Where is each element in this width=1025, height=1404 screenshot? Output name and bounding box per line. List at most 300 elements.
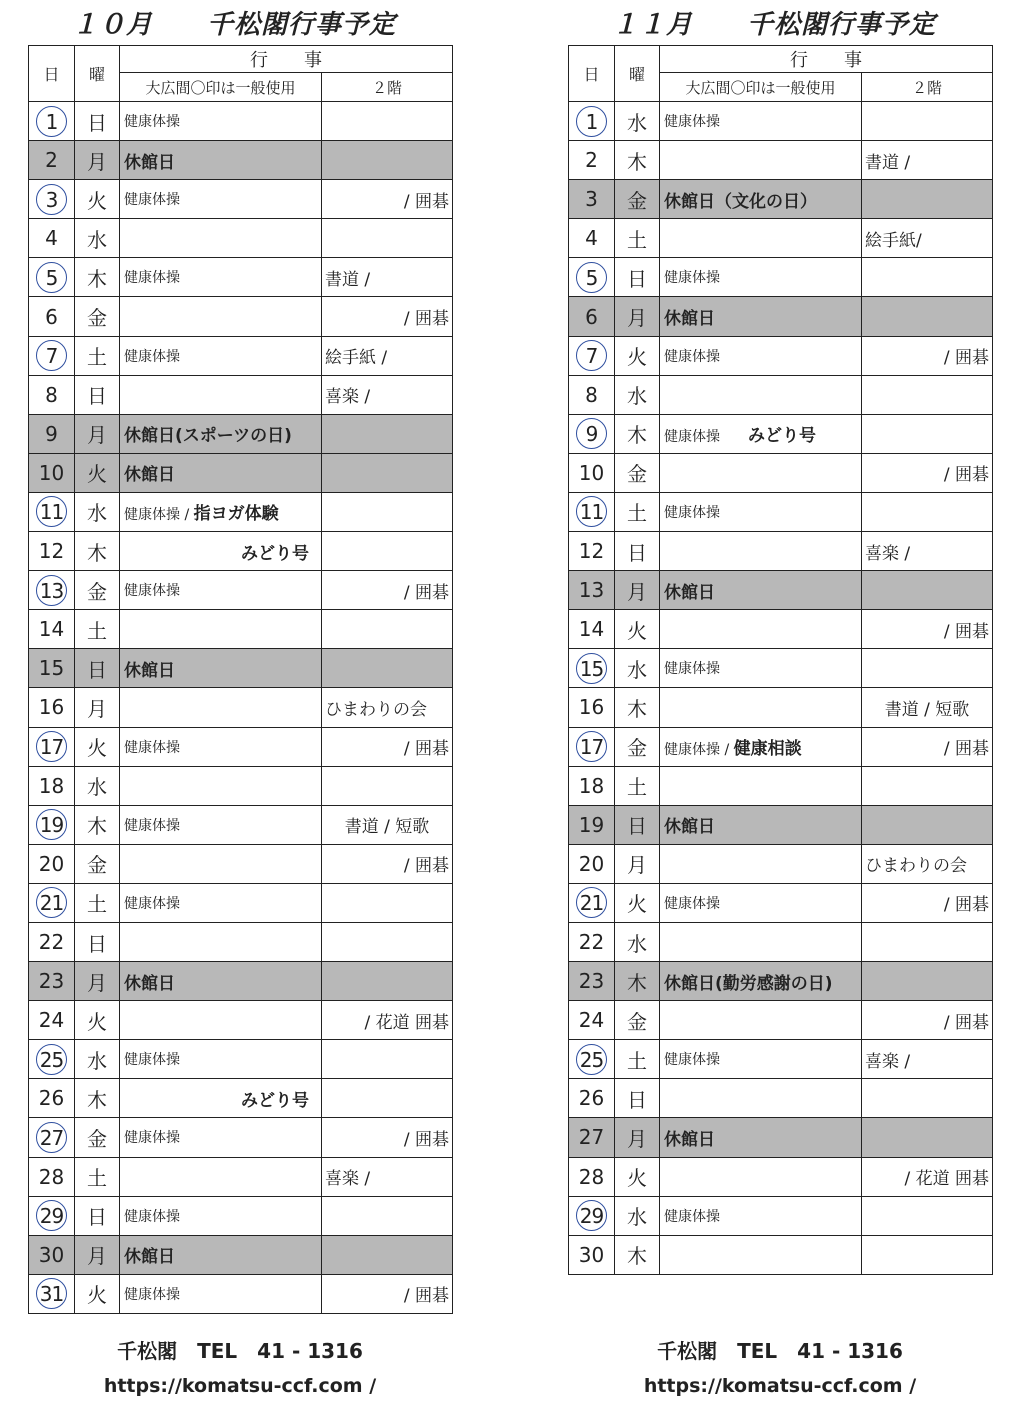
weekday-cell: 水	[615, 375, 660, 414]
weekday-cell: 土	[75, 883, 120, 922]
second-floor-cell: 絵手紙 /	[322, 336, 453, 375]
main-hall-cell	[120, 453, 322, 492]
day-number: 22	[578, 930, 605, 955]
day-number: 30	[578, 1242, 605, 1267]
weekday-cell: 日	[75, 102, 120, 141]
main-hall-cell	[660, 610, 862, 649]
day-number-circled: 11	[576, 496, 607, 527]
main-hall-cell	[660, 844, 862, 883]
schedule-row	[569, 1196, 993, 1235]
main-hall-highlight: みどり号	[748, 426, 816, 447]
main-hall-cell	[660, 1157, 862, 1196]
day-number: 22	[38, 930, 65, 955]
day-number-circled: 5	[36, 262, 67, 293]
main-hall-highlight: 休館日	[124, 660, 175, 681]
second-floor-cell: / 囲碁	[862, 453, 993, 492]
weekday-cell: 水	[75, 1040, 120, 1079]
second-floor-cell	[322, 492, 453, 531]
second-floor-cell	[322, 610, 453, 649]
weekday-cell: 火	[615, 336, 660, 375]
day-number-circled: 31	[36, 1278, 67, 1309]
main-hall-event: 健康体操	[124, 739, 180, 756]
schedule-row	[569, 336, 993, 375]
day-cell	[29, 610, 75, 649]
main-hall-cell	[660, 532, 862, 571]
day-cell	[29, 571, 75, 610]
day-cell	[569, 1001, 615, 1040]
main-hall-cell	[120, 258, 322, 297]
day-number: 28	[578, 1164, 605, 1189]
weekday-cell: 月	[615, 571, 660, 610]
main-hall-cell	[120, 375, 322, 414]
day-cell	[29, 1157, 75, 1196]
schedule-row	[29, 962, 453, 1001]
day-number: 10	[578, 460, 605, 485]
schedule-row	[569, 414, 993, 453]
main-hall-cell	[660, 649, 862, 688]
schedule-row	[29, 414, 453, 453]
day-cell	[29, 375, 75, 414]
day-cell	[569, 688, 615, 727]
schedule-row	[569, 610, 993, 649]
day-cell	[29, 922, 75, 961]
header-second-floor: ２階	[322, 73, 453, 102]
day-number: 4	[585, 226, 598, 251]
weekday-cell: 月	[75, 1235, 120, 1274]
main-hall-cell	[660, 1079, 862, 1118]
day-number-circled: 1	[36, 106, 67, 137]
weekday-cell: 火	[75, 180, 120, 219]
main-hall-cell	[660, 336, 862, 375]
weekday-cell: 木	[75, 1079, 120, 1118]
day-cell	[569, 414, 615, 453]
schedule-row	[29, 805, 453, 844]
schedule-row	[569, 883, 993, 922]
main-hall-cell	[660, 571, 862, 610]
second-floor-cell	[862, 1118, 993, 1157]
day-cell	[569, 336, 615, 375]
day-cell	[569, 219, 615, 258]
second-floor-cell	[322, 649, 453, 688]
schedule-row	[29, 336, 453, 375]
schedule-row	[29, 727, 453, 766]
day-cell	[569, 1235, 615, 1274]
day-number: 28	[38, 1164, 65, 1189]
day-cell	[569, 922, 615, 961]
main-hall-event: 健康体操	[664, 1052, 720, 1069]
weekday-cell: 土	[75, 336, 120, 375]
weekday-cell: 火	[615, 610, 660, 649]
day-number-circled: 21	[576, 887, 607, 918]
main-hall-cell	[120, 766, 322, 805]
second-floor-cell	[862, 102, 993, 141]
main-hall-cell	[120, 414, 322, 453]
main-hall-event: 健康体操	[124, 1208, 180, 1225]
schedule-row	[569, 453, 993, 492]
main-hall-cell	[120, 532, 322, 571]
second-floor-cell	[322, 883, 453, 922]
second-floor-cell	[322, 102, 453, 141]
day-cell	[29, 1079, 75, 1118]
second-floor-cell: 書道 / 短歌	[862, 688, 993, 727]
weekday-cell: 火	[75, 453, 120, 492]
main-hall-cell	[120, 180, 322, 219]
schedule-row	[29, 1196, 453, 1235]
november-title: １１月 千松閣行事予定	[612, 10, 937, 40]
day-cell	[569, 844, 615, 883]
main-hall-cell	[660, 258, 862, 297]
weekday-cell: 日	[615, 532, 660, 571]
day-cell	[569, 258, 615, 297]
weekday-cell: 水	[615, 1196, 660, 1235]
second-floor-cell	[322, 962, 453, 1001]
main-hall-cell	[120, 922, 322, 961]
second-floor-cell	[862, 922, 993, 961]
day-cell	[29, 453, 75, 492]
schedule-row	[29, 922, 453, 961]
second-floor-cell: 喜楽 /	[862, 1040, 993, 1079]
day-number-circled: 11	[36, 496, 67, 527]
schedule-row	[569, 141, 993, 180]
schedule-row	[29, 180, 453, 219]
day-cell	[29, 297, 75, 336]
main-hall-event: 健康体操	[124, 1052, 180, 1069]
day-number: 14	[38, 617, 65, 642]
schedule-row	[569, 1079, 993, 1118]
schedule-row	[29, 844, 453, 883]
day-number: 14	[578, 617, 605, 642]
weekday-cell: 水	[75, 219, 120, 258]
second-floor-cell: 絵手紙/	[862, 219, 993, 258]
day-cell	[29, 492, 75, 531]
weekday-cell: 月	[75, 414, 120, 453]
day-cell	[29, 414, 75, 453]
second-floor-cell	[862, 571, 993, 610]
header-day: 日	[569, 46, 615, 102]
second-floor-cell	[862, 1196, 993, 1235]
day-number: 3	[585, 187, 598, 212]
main-hall-event: 健康体操	[124, 348, 180, 365]
october-schedule-table	[28, 45, 453, 1314]
second-floor-cell: / 囲碁	[862, 1001, 993, 1040]
main-hall-cell	[660, 883, 862, 922]
second-floor-cell	[862, 297, 993, 336]
weekday-cell: 木	[615, 688, 660, 727]
main-hall-cell	[660, 922, 862, 961]
schedule-row	[569, 649, 993, 688]
day-cell	[569, 962, 615, 1001]
main-hall-event: 健康体操	[664, 504, 720, 521]
day-number: 2	[45, 148, 58, 173]
weekday-cell: 土	[615, 492, 660, 531]
second-floor-cell	[322, 219, 453, 258]
day-cell	[29, 1274, 75, 1313]
day-cell	[29, 727, 75, 766]
weekday-cell: 日	[75, 1196, 120, 1235]
weekday-cell: 金	[75, 844, 120, 883]
second-floor-cell	[322, 1235, 453, 1274]
weekday-cell: 木	[75, 258, 120, 297]
main-hall-cell	[660, 297, 862, 336]
second-floor-cell	[322, 766, 453, 805]
weekday-cell: 木	[615, 414, 660, 453]
main-hall-cell	[120, 297, 322, 336]
day-number: 30	[38, 1242, 65, 1267]
main-hall-highlight: 休館日	[664, 309, 715, 330]
main-hall-highlight: 健康相談	[733, 739, 802, 760]
weekday-cell: 金	[615, 727, 660, 766]
day-cell	[569, 1040, 615, 1079]
second-floor-cell	[862, 258, 993, 297]
schedule-row	[29, 258, 453, 297]
day-number-circled: 9	[576, 418, 607, 449]
day-cell	[29, 258, 75, 297]
day-number: 19	[578, 812, 605, 837]
header-events: 行 事	[660, 46, 993, 73]
schedule-row	[29, 1001, 453, 1040]
second-floor-cell	[862, 766, 993, 805]
schedule-row	[29, 375, 453, 414]
schedule-row	[569, 375, 993, 414]
weekday-cell: 土	[615, 219, 660, 258]
weekday-cell: 日	[75, 922, 120, 961]
schedule-row	[29, 1235, 453, 1274]
schedule-row	[29, 1274, 453, 1313]
main-hall-cell	[120, 883, 322, 922]
second-floor-cell	[322, 1196, 453, 1235]
schedule-row	[29, 766, 453, 805]
main-hall-event: 健康体操	[124, 192, 180, 209]
second-floor-cell	[862, 180, 993, 219]
schedule-row	[569, 962, 993, 1001]
main-hall-event: 健康体操 /	[124, 507, 194, 524]
main-hall-cell	[120, 688, 322, 727]
weekday-cell: 日	[75, 649, 120, 688]
second-floor-cell	[322, 453, 453, 492]
schedule-row	[569, 492, 993, 531]
weekday-cell: 火	[75, 1001, 120, 1040]
second-floor-cell: / 囲碁	[322, 727, 453, 766]
schedule-row	[29, 532, 453, 571]
day-number-circled: 17	[36, 731, 67, 762]
day-cell	[29, 141, 75, 180]
second-floor-cell	[862, 375, 993, 414]
header-main-hall: 大広間〇印は一般使用	[660, 73, 862, 102]
day-number: 18	[578, 773, 605, 798]
day-number: 23	[578, 969, 605, 994]
main-hall-cell	[660, 1001, 862, 1040]
weekday-cell: 金	[615, 1001, 660, 1040]
schedule-row	[569, 1001, 993, 1040]
main-hall-event: 健康体操	[124, 114, 180, 131]
main-hall-cell	[120, 844, 322, 883]
weekday-cell: 木	[75, 805, 120, 844]
day-number: 20	[578, 851, 605, 876]
weekday-cell: 火	[75, 727, 120, 766]
day-cell	[569, 883, 615, 922]
schedule-row	[29, 1040, 453, 1079]
schedule-row	[29, 453, 453, 492]
weekday-cell: 金	[615, 453, 660, 492]
main-hall-cell	[120, 1196, 322, 1235]
footer-url[interactable]: https://komatsu-ccf.com /	[103, 1375, 377, 1397]
main-hall-cell	[120, 1079, 322, 1118]
schedule-row	[569, 922, 993, 961]
weekday-cell: 火	[615, 1157, 660, 1196]
main-hall-highlight: 休館日（文化の日）	[664, 191, 817, 212]
schedule-row	[569, 844, 993, 883]
main-hall-cell	[660, 219, 862, 258]
main-hall-cell	[120, 1274, 322, 1313]
main-hall-cell	[120, 219, 322, 258]
october-title: １０月 千松閣行事予定	[72, 10, 397, 40]
second-floor-cell: / 囲碁	[862, 336, 993, 375]
day-cell	[569, 766, 615, 805]
schedule-row	[29, 571, 453, 610]
day-number-circled: 5	[576, 262, 607, 293]
main-hall-event: 健康体操	[124, 895, 180, 912]
schedule-row	[569, 1235, 993, 1274]
day-number-circled: 1	[576, 106, 607, 137]
main-hall-event: 健康体操	[124, 270, 180, 287]
day-cell	[29, 1196, 75, 1235]
day-cell	[569, 610, 615, 649]
day-cell	[569, 141, 615, 180]
schedule-row	[569, 727, 993, 766]
day-number: 26	[38, 1086, 65, 1111]
main-hall-highlight: 休館日	[664, 817, 715, 838]
weekday-cell: 日	[75, 375, 120, 414]
day-number-circled: 7	[576, 340, 607, 371]
day-number: 10	[38, 460, 65, 485]
second-floor-cell: 喜楽 /	[862, 532, 993, 571]
day-number: 18	[38, 773, 65, 798]
day-number: 24	[578, 1008, 605, 1033]
main-hall-cell	[120, 336, 322, 375]
october-rows	[29, 102, 453, 1314]
day-number-circled: 21	[36, 887, 67, 918]
day-number: 6	[585, 304, 598, 329]
main-hall-cell	[660, 727, 862, 766]
second-floor-cell: / 囲碁	[862, 727, 993, 766]
schedule-row	[569, 180, 993, 219]
schedule-row	[29, 688, 453, 727]
day-number-circled: 29	[576, 1200, 607, 1231]
schedule-row	[569, 766, 993, 805]
weekday-cell: 金	[75, 297, 120, 336]
day-number: 12	[578, 539, 605, 564]
main-hall-cell	[120, 1001, 322, 1040]
weekday-cell: 水	[615, 102, 660, 141]
weekday-cell: 木	[615, 1235, 660, 1274]
november-schedule-table	[568, 45, 993, 1275]
schedule-row	[569, 1040, 993, 1079]
schedule-row	[569, 805, 993, 844]
main-hall-highlight: 指ヨガ体験	[193, 504, 279, 525]
day-cell	[569, 180, 615, 219]
main-hall-highlight: みどり号	[241, 1090, 309, 1111]
footer-url[interactable]: https://komatsu-ccf.com /	[643, 1375, 917, 1397]
day-number-circled: 27	[36, 1122, 67, 1153]
day-cell	[29, 649, 75, 688]
second-floor-cell	[862, 1079, 993, 1118]
footer-contact: 千松閣 TEL 41 - 1316	[657, 1339, 903, 1363]
day-number: 13	[578, 578, 605, 603]
day-number-circled: 3	[36, 184, 67, 215]
day-cell	[569, 532, 615, 571]
schedule-row	[29, 883, 453, 922]
main-hall-cell	[660, 1196, 862, 1235]
day-cell	[569, 649, 615, 688]
main-hall-highlight: 休館日	[664, 582, 715, 603]
second-floor-cell: 書道 /	[322, 258, 453, 297]
second-floor-cell	[862, 414, 993, 453]
second-floor-cell	[322, 1079, 453, 1118]
schedule-row	[569, 688, 993, 727]
weekday-cell: 火	[75, 1274, 120, 1313]
main-hall-highlight: 休館日(スポーツの日)	[124, 426, 292, 447]
schedule-row	[29, 1118, 453, 1157]
day-number: 26	[578, 1086, 605, 1111]
day-cell	[29, 844, 75, 883]
day-cell	[29, 1118, 75, 1157]
header-main-hall: 大広間〇印は一般使用	[120, 73, 322, 102]
schedule-row	[29, 492, 453, 531]
second-floor-cell	[862, 805, 993, 844]
day-number: 27	[578, 1125, 605, 1150]
day-number: 20	[38, 851, 65, 876]
second-floor-cell: ひまわりの会	[862, 844, 993, 883]
main-hall-event: 健康体操	[124, 817, 180, 834]
weekday-cell: 月	[615, 1118, 660, 1157]
weekday-cell: 月	[75, 141, 120, 180]
main-hall-cell	[660, 180, 862, 219]
weekday-cell: 金	[75, 571, 120, 610]
main-hall-cell	[660, 805, 862, 844]
schedule-row	[569, 219, 993, 258]
main-hall-cell	[120, 1040, 322, 1079]
schedule-row	[569, 102, 993, 141]
main-hall-cell	[660, 962, 862, 1001]
main-hall-event: 健康体操 /	[664, 742, 734, 759]
main-hall-cell	[120, 141, 322, 180]
schedule-row	[569, 1157, 993, 1196]
header-weekday: 曜	[615, 46, 660, 102]
day-number-circled: 13	[36, 575, 67, 606]
day-number: 23	[38, 969, 65, 994]
header-events: 行 事	[120, 46, 453, 73]
october-footer	[28, 1334, 452, 1404]
day-cell	[29, 805, 75, 844]
weekday-cell: 日	[615, 805, 660, 844]
weekday-cell: 土	[75, 610, 120, 649]
weekday-cell: 土	[615, 766, 660, 805]
day-cell	[569, 1118, 615, 1157]
day-number-circled: 25	[36, 1044, 67, 1075]
second-floor-cell: 書道 /	[862, 141, 993, 180]
day-cell	[569, 102, 615, 141]
main-hall-cell	[660, 1040, 862, 1079]
schedule-row	[569, 297, 993, 336]
day-number: 16	[38, 695, 65, 720]
day-cell	[29, 1040, 75, 1079]
main-hall-cell	[120, 649, 322, 688]
main-hall-cell	[120, 102, 322, 141]
day-number: 15	[38, 656, 65, 681]
day-cell	[29, 180, 75, 219]
main-hall-event: 健康体操	[664, 1208, 720, 1225]
weekday-cell: 金	[615, 180, 660, 219]
